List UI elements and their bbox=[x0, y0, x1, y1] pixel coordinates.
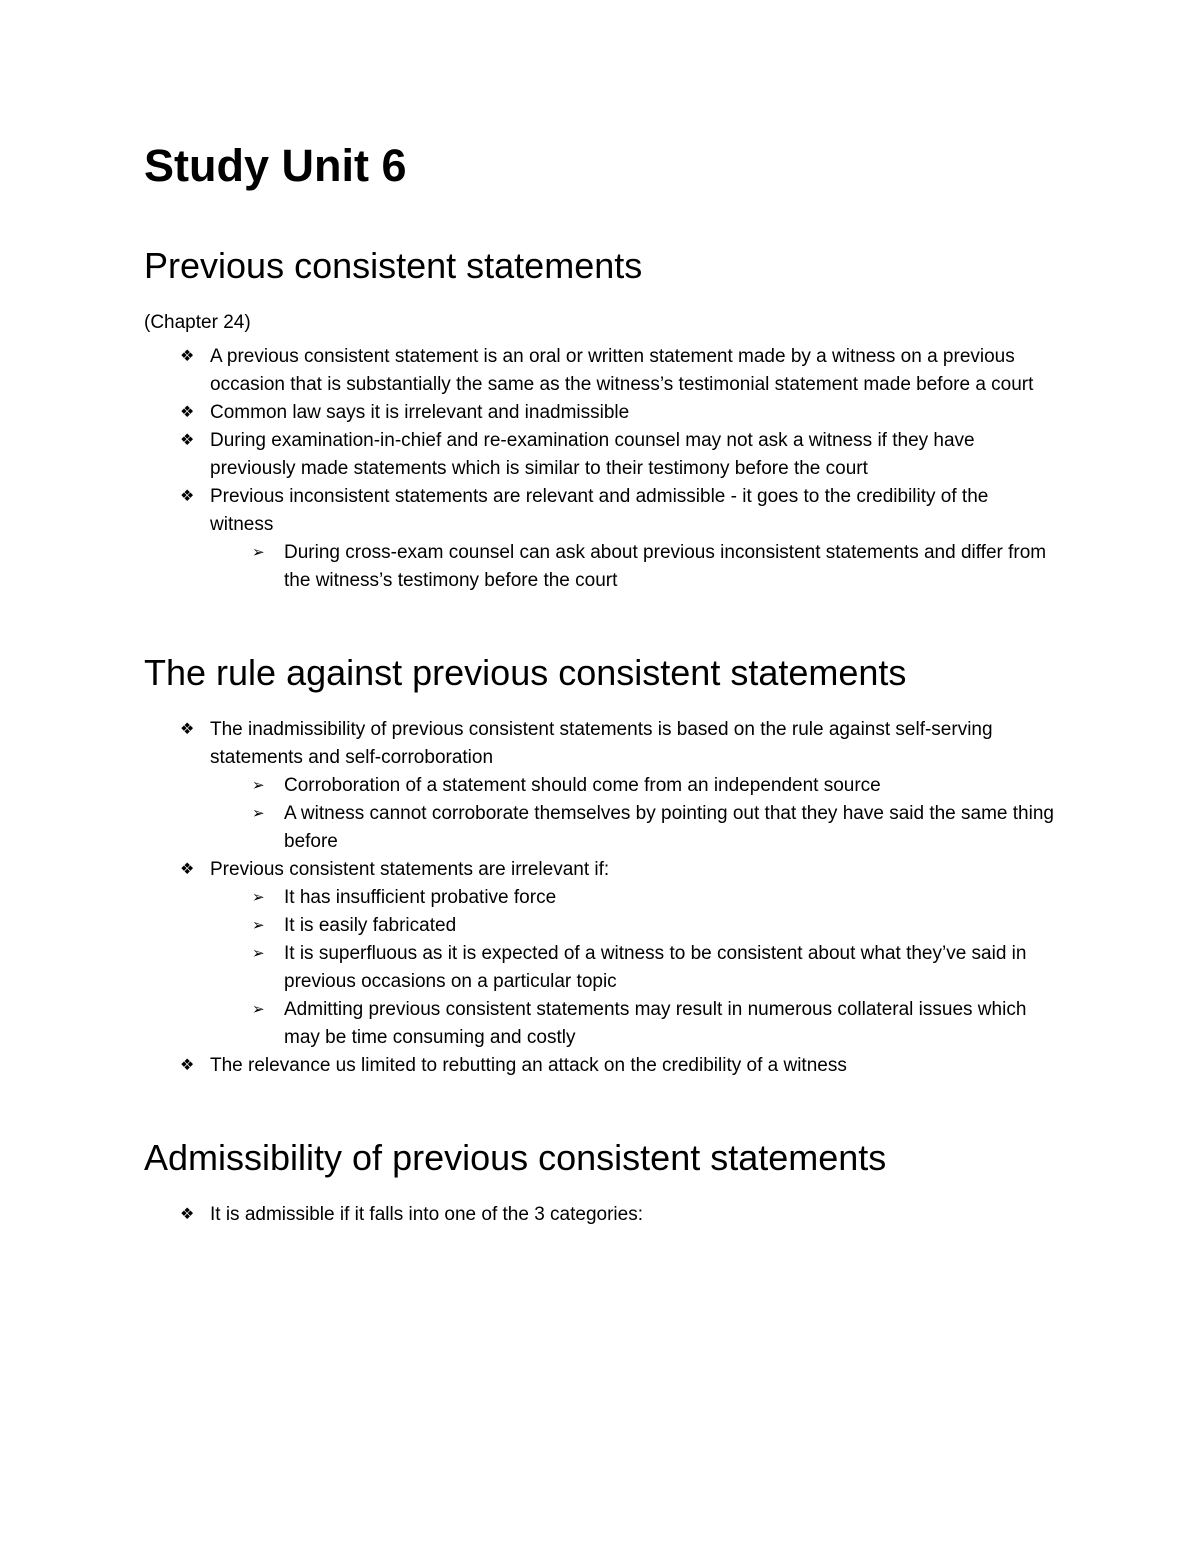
diamond-bullet-icon: ❖ bbox=[180, 721, 195, 739]
arrow-bullet-icon: ➢ bbox=[252, 1001, 265, 1019]
list-item bbox=[144, 399, 1056, 427]
list-subitem bbox=[144, 772, 1056, 800]
chapter-note: (Chapter 24) bbox=[144, 311, 251, 333]
list-subitem bbox=[144, 884, 1056, 912]
list-item bbox=[144, 427, 1056, 483]
diamond-bullet-icon: ❖ bbox=[180, 1206, 195, 1224]
bullet-text: A witness cannot corroborate themselves by pointing out that they have said the same thing before bbox=[284, 803, 1054, 853]
bullet-text: It is admissible if it falls into one of the 3 categories: bbox=[210, 1204, 643, 1226]
list-item bbox=[144, 716, 1056, 772]
bullet-text: Corroboration of a statement should come from an independent source bbox=[284, 775, 881, 797]
bullet-text: A previous consistent statement is an oral or written statement made by a witness on a previous occasion that is substantially the same as the witness’s testimonial statement made before a court bbox=[210, 345, 1034, 395]
diamond-bullet-icon: ❖ bbox=[180, 431, 195, 449]
section-previous-consistent-statements bbox=[144, 244, 1056, 595]
section-heading: Previous consistent statements bbox=[144, 244, 643, 286]
section-heading: Admissibility of previous consistent statements bbox=[144, 1137, 887, 1179]
bullet-text: The relevance us limited to rebutting an attack on the credibility of a witness bbox=[210, 1055, 847, 1077]
bullet-text: During cross-exam counsel can ask about previous inconsistent statements and differ from the witness’s testimony before the court bbox=[284, 541, 1047, 591]
section-admissibility-of-previous-consistent-statements bbox=[144, 1136, 1056, 1229]
bullet-text: It is superfluous as it is expected of a witness to be consistent about what they’ve said in previous occasions on a particular topic bbox=[284, 943, 1027, 993]
section-heading: The rule against previous consistent statements bbox=[144, 651, 907, 693]
bullet-list bbox=[144, 343, 1056, 595]
bullet-text: Previous consistent statements are irrelevant if: bbox=[210, 859, 610, 881]
bullet-text: The inadmissibility of previous consistent statements is based on the rule against self-serving statements and self-corroboration bbox=[210, 719, 993, 769]
list-item bbox=[144, 1201, 1056, 1229]
list-item bbox=[144, 1052, 1056, 1080]
arrow-bullet-icon: ➢ bbox=[252, 917, 265, 935]
list-subitem bbox=[144, 800, 1056, 856]
list-subitem bbox=[144, 940, 1056, 996]
bullet-text: Previous inconsistent statements are relevant and admissible - it goes to the credibility of the witness bbox=[210, 485, 989, 535]
bullet-list bbox=[144, 1201, 1056, 1229]
diamond-bullet-icon: ❖ bbox=[180, 347, 195, 365]
bullet-list bbox=[144, 716, 1056, 1080]
document-title: Study Unit 6 bbox=[144, 140, 407, 191]
bullet-text: It has insufficient probative force bbox=[284, 887, 557, 909]
diamond-bullet-icon: ❖ bbox=[180, 861, 195, 879]
bullet-text: During examination-in-chief and re-examination counsel may not ask a witness if they have previously made statements which is similar to their testimony before the court bbox=[210, 429, 975, 479]
bullet-text: Common law says it is irrelevant and inadmissible bbox=[210, 401, 630, 423]
list-subitem bbox=[144, 996, 1056, 1052]
bullet-text: It is easily fabricated bbox=[284, 915, 457, 937]
list-item bbox=[144, 483, 1056, 539]
arrow-bullet-icon: ➢ bbox=[252, 777, 265, 795]
section-rule-against-previous-consistent-statements bbox=[144, 651, 1056, 1080]
diamond-bullet-icon: ❖ bbox=[180, 1057, 195, 1075]
list-subitem bbox=[144, 539, 1056, 595]
arrow-bullet-icon: ➢ bbox=[252, 945, 265, 963]
list-item bbox=[144, 856, 1056, 884]
list-item bbox=[144, 343, 1056, 399]
diamond-bullet-icon: ❖ bbox=[180, 403, 195, 421]
bullet-text: Admitting previous consistent statements may result in numerous collateral issues which may be time consuming and costly bbox=[284, 999, 1027, 1049]
list-subitem bbox=[144, 912, 1056, 940]
arrow-bullet-icon: ➢ bbox=[252, 543, 265, 561]
arrow-bullet-icon: ➢ bbox=[252, 805, 265, 823]
arrow-bullet-icon: ➢ bbox=[252, 889, 265, 907]
diamond-bullet-icon: ❖ bbox=[180, 487, 195, 505]
